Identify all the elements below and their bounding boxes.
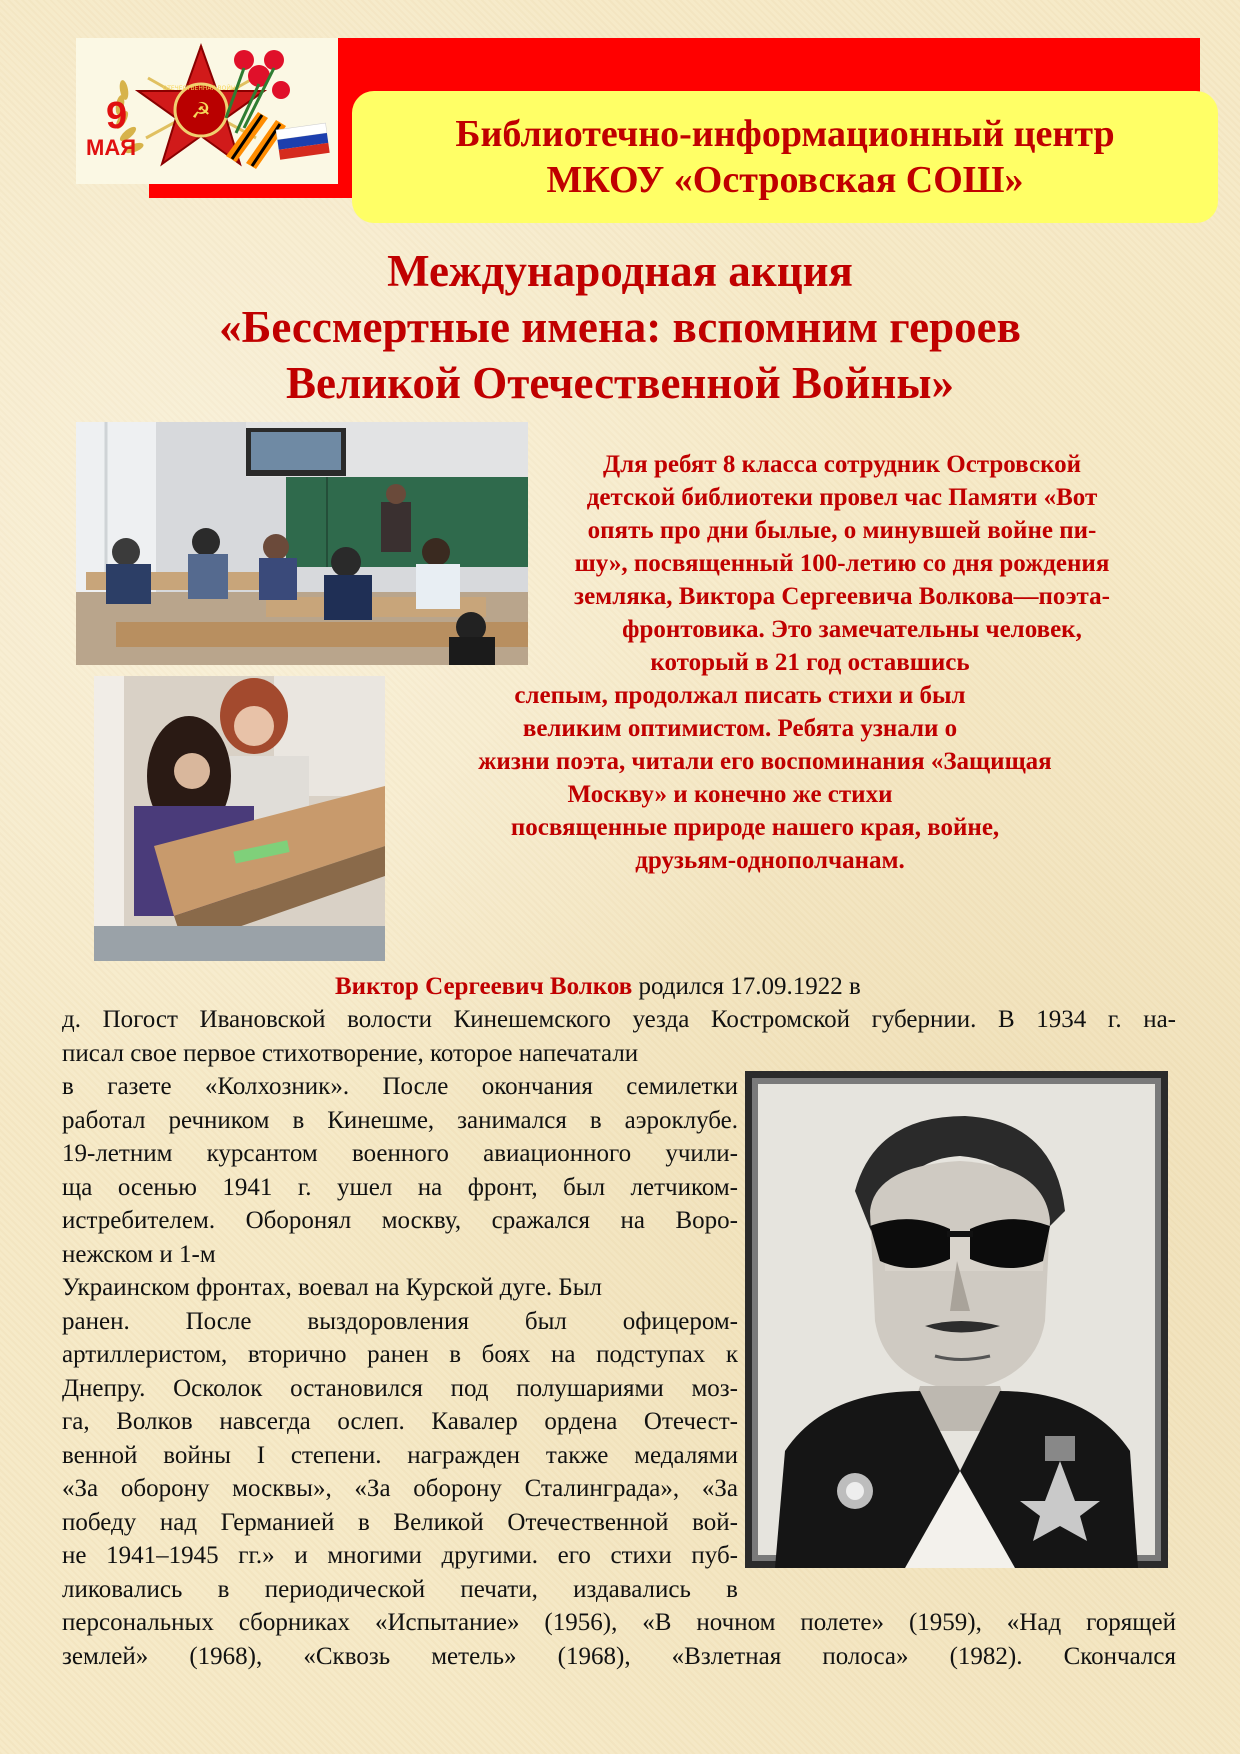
bio-first-line <box>335 970 861 1004</box>
event-line: слепым, продолжал писать стихи и был <box>514 682 966 709</box>
bio-line: ликовались в периодической печати, издавались в <box>62 1576 738 1603</box>
header-line-2: МКОУ «Островская СОШ» <box>546 159 1024 201</box>
event-line: Для ребят 8 класса сотрудник Островской <box>602 451 1082 478</box>
bio-line: артиллеристом, вторично ранен в боях на подступах к <box>62 1341 738 1368</box>
volkov-portrait-image <box>745 1071 1168 1568</box>
bio-line: не 1941–1945 гг.» и многими другими. его стихи пуб- <box>62 1542 738 1569</box>
event-line: который в 21 год оставшись <box>650 649 970 676</box>
title-line-3: Великой Отечественной Войны» <box>286 358 954 408</box>
bio-line: истребителем. Оборонял москву, сражался на Воро- <box>62 1207 738 1234</box>
bio-first-rest: родился 17.09.1922 в <box>632 973 861 1000</box>
event-line: земляка, Виктора Сергеевича Волкова—поэта- <box>574 583 1110 610</box>
event-line: детской библиотеки провел час Памяти «Вот <box>586 484 1098 511</box>
volkov-portrait <box>745 1071 1168 1568</box>
classroom-photo <box>76 422 528 665</box>
date-month: МАЯ <box>86 135 137 160</box>
bio-line: 19-летним курсантом военного авиационного учили- <box>62 1140 738 1167</box>
bio-line: нежском и 1-м <box>62 1241 216 1268</box>
title-line-2: «Бессмертные имена: вспомним героев <box>219 302 1021 352</box>
bio-line: ща осенью 1941 г. ушел на фронт, был летчиком- <box>62 1174 738 1201</box>
bio-line: писал свое первое стихотворение, которое напечатали <box>62 1040 639 1067</box>
bio-line: Украинском фронтах, воевал на Курской дуге. Был <box>62 1274 603 1301</box>
bio-line: венной войны I степени. награжден также медалями <box>62 1442 738 1469</box>
title-line-1: Международная акция <box>387 246 853 296</box>
event-line: опять про дни былые, о минувшей войне пи- <box>587 517 1097 544</box>
bio-line: персональных сборниках «Испытание» (1956), «В ночном полете» (1959), «Над горящей <box>62 1609 1176 1636</box>
event-line: жизни поэта, читали его воспоминания «Защищая <box>478 748 1052 775</box>
bio-line: «За оборону москвы», «За оборону Сталинграда», «За <box>62 1475 738 1502</box>
page-title <box>110 243 1130 411</box>
event-line: фронтовика. Это замечательны человек, <box>622 616 1082 643</box>
event-line: великим оптимистом. Ребята узнали о <box>522 715 958 742</box>
order-text: ОТЕЧЕСТВЕННАЯ ВОЙНА <box>162 85 240 92</box>
bio-line: работал речником в Кинешме, занимался в аэроклубе. <box>62 1107 738 1134</box>
header-banner <box>352 91 1218 223</box>
bio-line: ранен. После выздоровления был офицером- <box>62 1308 738 1335</box>
bio-line: в газете «Колхозник». После окончания семилетки <box>62 1073 738 1100</box>
hero-name: Виктор Сергеевич Волков <box>335 973 633 1000</box>
bio-line: Днепру. Осколок остановился под полушариями моз- <box>62 1375 738 1402</box>
event-line: Москву» и конечно же стихи <box>567 781 893 808</box>
students-photo <box>94 676 385 961</box>
header-line-1: Библиотечно-информационный центр <box>455 113 1115 155</box>
event-line: друзьям-однополчанам. <box>635 847 905 874</box>
bio-line: победу над Германией в Великой Отечественной вой- <box>62 1509 738 1536</box>
bio-line: га, Волков навсегда ослеп. Кавалер ордена Отечест- <box>62 1408 738 1435</box>
event-line: посвященные природе нашего края, войне, <box>510 814 1000 841</box>
svg-text:☭: ☭ <box>191 99 211 124</box>
classroom-photo-image <box>76 422 528 665</box>
bio-line: д. Погост Ивановской волости Кинешемского уезда Костромской губернии. В 1934 г. на- <box>62 1006 1176 1033</box>
bio-line: землей» (1968), «Сквозь метель» (1968), «Взлетная полоса» (1982). Скончался <box>62 1643 1176 1670</box>
event-line: шу», посвященный 100-летию со дня рождения <box>574 550 1110 577</box>
date-number: 9 <box>106 95 128 137</box>
victory-day-emblem <box>76 38 338 184</box>
students-photo-image <box>94 676 385 961</box>
victory-day-logo <box>76 38 338 184</box>
